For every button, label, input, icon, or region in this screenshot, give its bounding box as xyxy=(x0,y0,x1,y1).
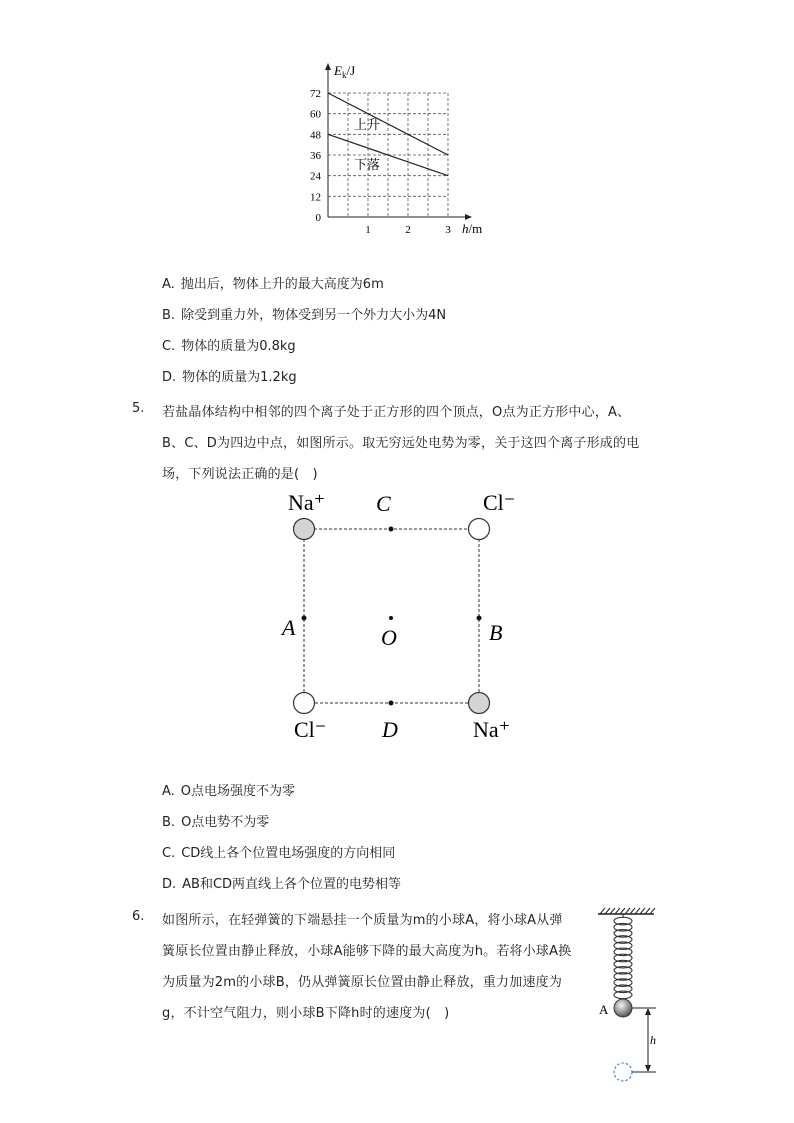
q5-stem-line-2: B、C、D为四边中点，如图所示。取无穷远处电势为零，关于这四个离子形成的电 xyxy=(162,436,640,451)
ball-final-position xyxy=(614,1063,632,1081)
hatch-stroke xyxy=(625,908,630,914)
energy-height-chart xyxy=(290,55,500,240)
dashed-square xyxy=(304,529,479,703)
point-d xyxy=(389,701,394,706)
x-axis-label: h/m xyxy=(462,221,483,236)
label-b: B xyxy=(489,620,503,645)
hatch-stroke xyxy=(640,908,645,914)
y-tick-label: 60 xyxy=(310,108,321,121)
y-tick-labels xyxy=(310,88,322,224)
na-ion-bottom-right xyxy=(469,693,490,714)
ball-a xyxy=(614,999,632,1017)
point-b xyxy=(477,616,482,621)
q4-option-d[interactable]: D. 物体的质量为1.2kg xyxy=(162,370,297,385)
label-d: D xyxy=(382,717,398,742)
hatch-stroke xyxy=(615,908,620,914)
hatch-stroke xyxy=(630,908,635,914)
hatch-stroke xyxy=(600,908,605,914)
label-bottom-left-ion: Cl⁻ xyxy=(294,717,327,742)
q4-option-c[interactable]: C. 物体的质量为0.8kg xyxy=(162,339,296,354)
y-axis-label: $E_k/J$ xyxy=(334,63,356,80)
y-axis-arrow xyxy=(325,63,331,70)
y-tick-label: 36 xyxy=(310,150,321,162)
y-tick-label: 48 xyxy=(310,129,321,142)
na-ion-top-left xyxy=(294,519,315,540)
h-arrow-down xyxy=(645,1065,651,1072)
x-tick-label: 3 xyxy=(445,224,451,236)
h-arrow-up xyxy=(645,1008,651,1015)
q5-stem-line-3: 场，下列说法正确的是( ) xyxy=(162,467,318,482)
spring-coils xyxy=(614,914,632,999)
point-o xyxy=(389,616,393,620)
series-down-label: 下落 xyxy=(354,157,381,172)
hatch-stroke xyxy=(645,908,650,914)
hatch-stroke xyxy=(650,908,655,914)
y-tick-label: 24 xyxy=(310,170,321,183)
cl-ion-bottom-left xyxy=(294,693,315,714)
q6-stem-line-3: 为质量为2m的小球B，仍从弹簧原长位置由静止释放，重力加速度为 xyxy=(162,975,563,990)
q5-option-d[interactable]: D. AB和CD两直线上各个位置的电势相等 xyxy=(162,877,402,892)
q6-stem-line-1: 如图所示，在轻弹簧的下端悬挂一个质量为m的小球A，将小球A从弹 xyxy=(162,913,563,928)
label-c: C xyxy=(376,491,391,516)
label-bottom-right-ion: Na⁺ xyxy=(473,717,511,742)
q6-stem-line-4: g，不计空气阻力，则小球B下降h时的速度为( ) xyxy=(162,1006,450,1021)
y-tick-label: 0 xyxy=(315,212,321,224)
hatch-stroke xyxy=(610,908,615,914)
x-tick-label: 1 xyxy=(365,224,371,236)
q5-option-b[interactable]: B. O点电势不为零 xyxy=(162,815,270,830)
y-tick-label: 72 xyxy=(310,88,321,100)
ion-square-figure xyxy=(270,485,530,750)
x-axis-arrow xyxy=(465,214,472,220)
series-up-label: 上升 xyxy=(354,117,381,132)
label-top-right-ion: Cl⁻ xyxy=(483,490,516,515)
q4-option-a[interactable]: A. 抛出后，物体上升的最大高度为6m xyxy=(162,277,384,292)
point-a xyxy=(302,616,307,621)
q6-stem-line-2: 簧原长位置由静止释放，小球A能够下降的最大高度为h。若将小球A换 xyxy=(162,944,572,959)
hatch-stroke xyxy=(620,908,625,914)
q6-number: 6. xyxy=(132,909,145,924)
hatch-stroke xyxy=(635,908,640,914)
ceiling-hatch xyxy=(600,908,655,914)
q5-stem-line-1: 若盐晶体结构中相邻的四个离子处于正方形的四个顶点，O点为正方形中心，A、 xyxy=(162,405,631,420)
x-tick-labels xyxy=(365,224,451,236)
ball-a-label: A xyxy=(599,1002,609,1017)
hatch-stroke xyxy=(605,908,610,914)
point-c xyxy=(389,527,394,532)
x-tick-label: 2 xyxy=(405,224,411,236)
label-top-left-ion: Na⁺ xyxy=(288,490,326,515)
q4-option-b[interactable]: B. 除受到重力外，物体受到另一个外力大小为4N xyxy=(162,308,447,323)
h-label: h xyxy=(650,1033,656,1047)
q5-option-c[interactable]: C. CD线上各个位置电场强度的方向相同 xyxy=(162,846,396,861)
q5-option-a[interactable]: A. O点电场强度不为零 xyxy=(162,784,296,799)
spring-figure xyxy=(592,904,662,1086)
label-a: A xyxy=(282,615,296,640)
y-tick-label: 12 xyxy=(310,191,321,204)
label-o: O xyxy=(381,625,397,650)
cl-ion-top-right xyxy=(469,519,490,540)
q5-number: 5. xyxy=(132,401,145,416)
